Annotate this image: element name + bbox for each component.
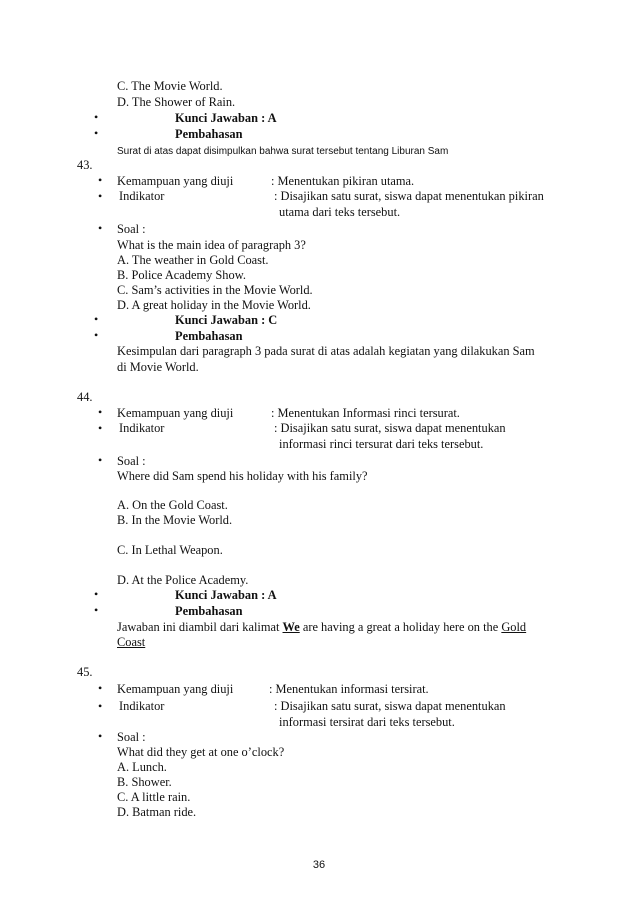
discussion-heading: Pembahasan: [175, 329, 243, 343]
answer-key: Kunci Jawaban : A: [175, 111, 277, 125]
page-number: 36: [312, 859, 326, 871]
option-c: C. Sam’s activities in the Movie World.: [117, 283, 313, 297]
bullet-icon: •: [94, 587, 99, 601]
bullet-icon: •: [98, 221, 103, 235]
skill-value: : Menentukan informasi tersirat.: [269, 682, 429, 696]
discussion-text: [117, 620, 526, 635]
answer-key: Kunci Jawaban : A: [175, 588, 277, 602]
skill-label: Kemampuan yang diuji: [117, 174, 234, 188]
indicator-label: Indikator: [119, 189, 165, 203]
bullet-icon: •: [94, 312, 99, 326]
option-b: B. In the Movie World.: [117, 513, 233, 527]
discussion-text: Surat di atas dapat disimpulkan bahwa surat tersebut tentang Liburan Sam: [117, 146, 449, 157]
bullet-icon: •: [98, 681, 103, 695]
bullet-icon: •: [94, 110, 99, 124]
option-c: C. A little rain.: [117, 790, 191, 804]
bullet-icon: •: [98, 453, 103, 467]
question-number: 45.: [77, 665, 93, 679]
indicator-value: : Disajikan satu surat, siswa dapat menentukan pikiran: [274, 189, 544, 203]
soal-label: Soal :: [117, 222, 146, 236]
discussion-heading: Pembahasan: [175, 127, 243, 141]
answer-key: Kunci Jawaban : C: [175, 313, 278, 327]
option-b: B. Police Academy Show.: [117, 268, 246, 282]
indicator-label: Indikator: [119, 699, 165, 713]
indicator-value-cont: informasi rinci tersurat dari teks tersebut.: [279, 437, 484, 451]
option-d: D. The Shower of Rain.: [117, 95, 236, 109]
bullet-icon: •: [98, 421, 103, 435]
underlined-phrase-cont: Coast: [117, 635, 146, 649]
highlighted-word: We: [282, 620, 300, 634]
question-text: What did they get at one o’clock?: [117, 745, 285, 759]
bullet-icon: •: [94, 126, 99, 140]
bullet-icon: •: [94, 328, 99, 342]
skill-label: Kemampuan yang diuji: [117, 682, 234, 696]
option-a: A. Lunch.: [117, 760, 167, 774]
option-a: A. On the Gold Coast.: [117, 498, 228, 512]
discussion-prefix: Jawaban ini diambil dari kalimat: [117, 620, 283, 634]
bullet-icon: •: [98, 173, 103, 187]
option-c: C. The Movie World.: [117, 79, 223, 93]
underlined-phrase: Gold: [501, 620, 527, 634]
bullet-icon: •: [98, 189, 103, 203]
soal-label: Soal :: [117, 730, 146, 744]
indicator-value: : Disajikan satu surat, siswa dapat menentukan: [274, 699, 506, 713]
question-number: 43.: [77, 158, 93, 172]
option-b: B. Shower.: [117, 775, 172, 789]
discussion-text-cont: di Movie World.: [117, 360, 199, 374]
bullet-icon: •: [98, 405, 103, 419]
indicator-value-cont: informasi tersirat dari teks tersebut.: [279, 715, 455, 729]
discussion-heading: Pembahasan: [175, 604, 243, 618]
question-text: What is the main idea of paragraph 3?: [117, 238, 306, 252]
skill-value: : Menentukan Informasi rinci tersurat.: [271, 406, 460, 420]
skill-label: Kemampuan yang diuji: [117, 406, 234, 420]
discussion-text: Kesimpulan dari paragraph 3 pada surat di atas adalah kegiatan yang dilakukan Sam: [117, 344, 535, 358]
bullet-icon: •: [94, 603, 99, 617]
option-d: D. Batman ride.: [117, 805, 197, 819]
indicator-value: : Disajikan satu surat, siswa dapat menentukan: [274, 421, 506, 435]
option-d: D. A great holiday in the Movie World.: [117, 298, 311, 312]
question-text: Where did Sam spend his holiday with his family?: [117, 469, 368, 483]
indicator-label: Indikator: [119, 421, 165, 435]
indicator-value-cont: utama dari teks tersebut.: [279, 205, 401, 219]
bullet-icon: •: [98, 699, 103, 713]
bullet-icon: •: [98, 729, 103, 743]
discussion-middle: are having a great a holiday here on the: [299, 620, 502, 634]
skill-value: : Menentukan pikiran utama.: [271, 174, 415, 188]
soal-label: Soal :: [117, 454, 146, 468]
option-d: D. At the Police Academy.: [117, 573, 249, 587]
question-number: 44.: [77, 390, 93, 404]
option-a: A. The weather in Gold Coast.: [117, 253, 269, 267]
option-c: C. In Lethal Weapon.: [117, 543, 223, 557]
